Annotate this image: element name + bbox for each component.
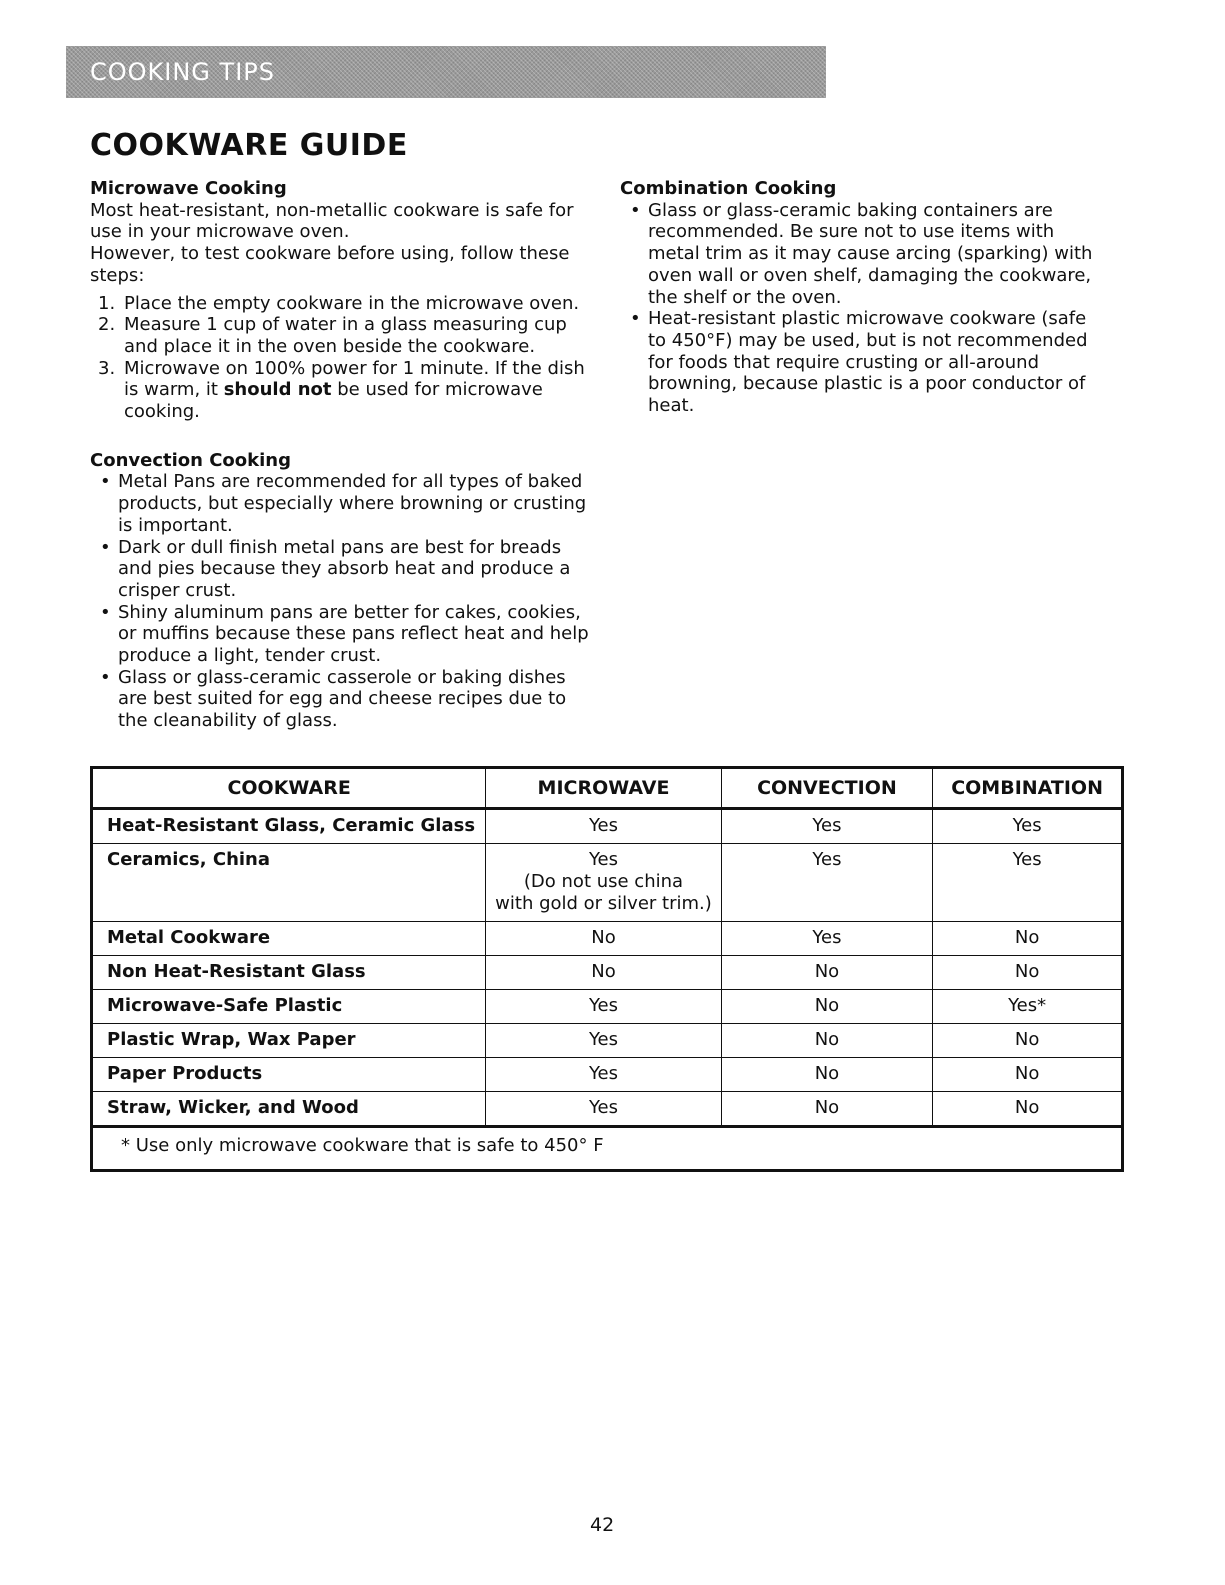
column-header-combination: COMBINATION (933, 768, 1123, 809)
microwave-cell: Yes (486, 990, 721, 1024)
bullet-text: Metal Pans are recommended for all types of baked products, but especially where browning or crusting is important. (118, 471, 587, 536)
combination-cell: No (933, 1092, 1123, 1127)
cookware-cell: Plastic Wrap, Wax Paper (92, 1024, 486, 1058)
bullet-icon: • (630, 199, 641, 221)
bullet-icon: • (100, 471, 111, 493)
microwave-cell: No (486, 922, 721, 956)
list-item (90, 358, 600, 423)
convection-cell: No (721, 1024, 933, 1058)
table-header-row (92, 768, 1123, 809)
table-row (92, 844, 1123, 922)
convection-cell: No (721, 1058, 933, 1092)
convection-cell: No (721, 990, 933, 1024)
bullet-icon: • (100, 536, 111, 558)
microwave-intro-2: However, to test cookware before using, follow these steps: (90, 243, 570, 286)
step-text: Measure 1 cup of water in a glass measuring cup and place it in the oven beside the cookware. (124, 314, 567, 357)
bullet-text: Heat-resistant plastic microwave cookware (safe to 450°F) may be used, but is not recommended for foods that require crusting or all-around browning, because plastic is a poor conductor of heat. (648, 308, 1088, 417)
combination-cell: Yes (933, 844, 1123, 922)
banner-title: COOKING TIPS (90, 58, 275, 86)
section-banner (66, 46, 826, 98)
page-title: COOKWARE GUIDE (90, 128, 408, 163)
list-item (90, 667, 600, 732)
combination-cell: No (933, 1058, 1123, 1092)
microwave-cell: Yes (486, 1092, 721, 1127)
bullet-icon: • (100, 601, 111, 623)
microwave-cell: Yes (486, 1024, 721, 1058)
microwave-intro-1: Most heat-resistant, non-metallic cookware is safe for use in your microwave oven. (90, 199, 574, 243)
column-header-convection: CONVECTION (721, 768, 933, 809)
microwave-cell: Yes (486, 1058, 721, 1092)
bullet-icon: • (100, 666, 111, 688)
cookware-cell: Microwave-Safe Plastic (92, 990, 486, 1024)
combination-bullets (620, 200, 1100, 417)
bullet-text: Glass or glass-ceramic casserole or baking dishes are best suited for egg and cheese recipes due to the cleanability of glass. (118, 666, 567, 732)
microwave-heading: Microwave Cooking (90, 178, 287, 199)
microwave-value: Yes (588, 849, 619, 870)
convection-cell: Yes (721, 809, 933, 844)
table-row (92, 1092, 1123, 1127)
column-header-cookware: COOKWARE (92, 768, 486, 809)
list-item (90, 537, 600, 602)
table-row (92, 956, 1123, 990)
convection-bullets (90, 471, 600, 731)
step-text: Microwave on 100% power for 1 minute. If the dish is warm, it (124, 357, 585, 401)
table-footnote: * Use only microwave cookware that is safe to 450° F (92, 1127, 1123, 1171)
cookware-cell: Ceramics, China (92, 844, 486, 922)
list-item (90, 293, 600, 315)
convection-heading: Convection Cooking (90, 449, 292, 471)
combination-cell: Yes (933, 809, 1123, 844)
list-item (90, 471, 600, 536)
microwave-note: (Do not use china (523, 871, 684, 892)
list-item (90, 602, 600, 667)
left-column (90, 178, 600, 732)
combination-cell: No (933, 956, 1123, 990)
cookware-cell: Straw, Wicker, and Wood (92, 1092, 486, 1127)
microwave-cell: No (486, 956, 721, 990)
list-item (90, 314, 600, 357)
right-column (620, 178, 1100, 417)
step-text-end: be used for microwave cooking. (124, 379, 543, 423)
step-number: 2. (98, 314, 116, 336)
table-row (92, 809, 1123, 844)
page-number: 42 (590, 1514, 615, 1536)
microwave-test-steps (90, 293, 600, 423)
combination-heading: Combination Cooking (620, 178, 837, 199)
step-emphasis: should not (223, 379, 332, 401)
table-footnote-row (92, 1127, 1123, 1171)
convection-section (90, 450, 600, 732)
bullet-text: Shiny aluminum pans are better for cakes, cookies, or muffins because these pans reflect heat and help produce a light, tender crust. (118, 601, 589, 667)
combination-cell: No (933, 1024, 1123, 1058)
table-row (92, 922, 1123, 956)
convection-cell: Yes (721, 844, 933, 922)
step-number: 3. (98, 357, 116, 379)
bullet-text: Dark or dull finish metal pans are best for breads and pies because they absorb heat and produce a crisper crust. (118, 536, 571, 601)
microwave-note: with gold or silver trim.) (495, 893, 712, 914)
cookware-cell: Non Heat-Resistant Glass (92, 956, 486, 990)
convection-cell: No (721, 956, 933, 990)
convection-cell: No (721, 1092, 933, 1127)
table-row (92, 1024, 1123, 1058)
list-item (620, 200, 1100, 309)
microwave-cell (486, 844, 721, 922)
bullet-icon: • (630, 308, 641, 330)
list-item (620, 308, 1100, 417)
step-number: 1. (98, 292, 116, 314)
table-row (92, 1058, 1123, 1092)
table-row (92, 990, 1123, 1024)
cookware-cell: Heat-Resistant Glass, Ceramic Glass (92, 809, 486, 844)
microwave-cell: Yes (486, 809, 721, 844)
cookware-cell: Metal Cookware (92, 922, 486, 956)
bullet-text: Glass or glass-ceramic baking containers are recommended. Be sure not to use items with metal trim as it may cause arcing (sparking) with oven wall or oven shelf, damaging the cookware, the shelf or the oven. (648, 199, 1093, 308)
cookware-table (90, 766, 1124, 1172)
convection-cell: Yes (721, 922, 933, 956)
column-header-microwave: MICROWAVE (486, 768, 721, 809)
combination-cell: Yes* (933, 990, 1123, 1024)
combination-cell: No (933, 922, 1123, 956)
step-text: Place the empty cookware in the microwave oven. (124, 292, 580, 314)
cookware-cell: Paper Products (92, 1058, 486, 1092)
